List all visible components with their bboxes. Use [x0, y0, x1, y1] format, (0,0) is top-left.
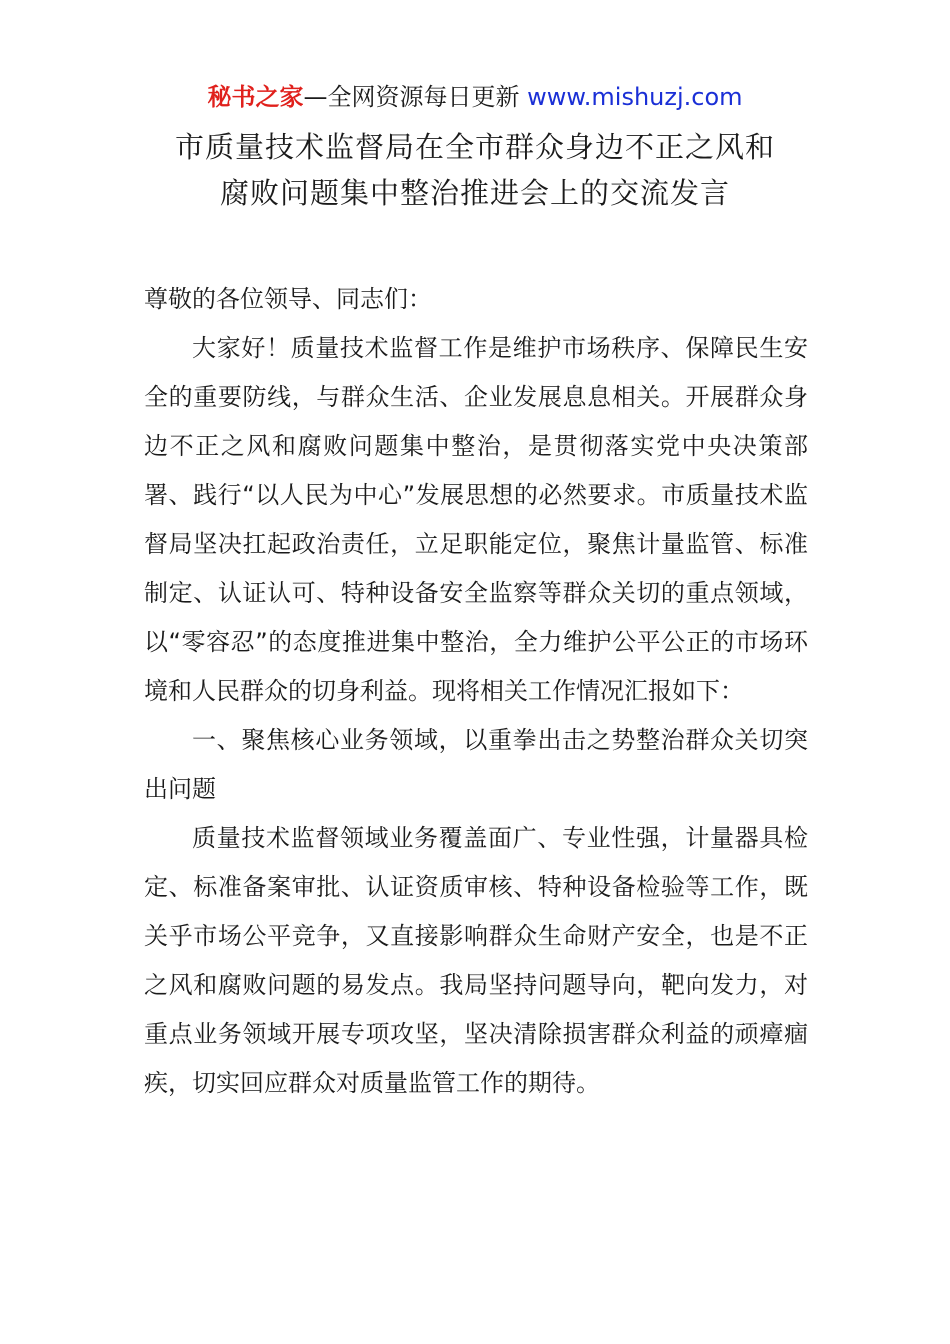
site-url-link[interactable]: www.mishuzj.com: [527, 83, 743, 111]
site-banner: [0, 80, 950, 114]
document-body: [144, 275, 808, 1108]
site-brand: 秘书之家: [207, 83, 304, 111]
paragraph-intro: 大家好！质量技术监督工作是维护市场秩序、保障民生安全的重要防线，与群众生活、企业发展息息相关。开展群众身边不正之风和腐败问题集中整治，是贯彻落实党中央决策部署、践行“以人民为中心”发展思想的必然要求。市质量技术监督局坚决扛起政治责任，立足职能定位，聚焦计量监管、标准制定、认证认可、特种设备安全监察等群众关切的重点领域，以“零容忍”的态度推进集中整治，全力维护公平公正的市场环境和人民群众的切身利益。现将相关工作情况汇报如下：: [144, 334, 808, 705]
paragraph-section-1: 质量技术监督领域业务覆盖面广、专业性强，计量器具检定、标准备案审批、认证资质审核、特种设备检验等工作，既关乎市场公平竞争，又直接影响群众生命财产安全，也是不正之风和腐败问题的易发点。我局坚持问题导向，靶向发力，对重点业务领域开展专项攻坚，坚决清除损害群众利益的顽瘴痼疾，切实回应群众对质量监管工作的期待。: [144, 824, 808, 1097]
document-title: [0, 124, 950, 216]
document-title-line-2: 腐败问题集中整治推进会上的交流发言: [219, 176, 730, 210]
document-title-line-1: 市质量技术监督局在全市群众身边不正之风和: [174, 130, 775, 164]
section-heading-1: 一、聚焦核心业务领域，以重拳出击之势整治群众关切突出问题: [144, 726, 808, 803]
site-tagline: —全网资源每日更新: [303, 83, 528, 111]
salutation: 尊敬的各位领导、同志们：: [144, 285, 432, 313]
